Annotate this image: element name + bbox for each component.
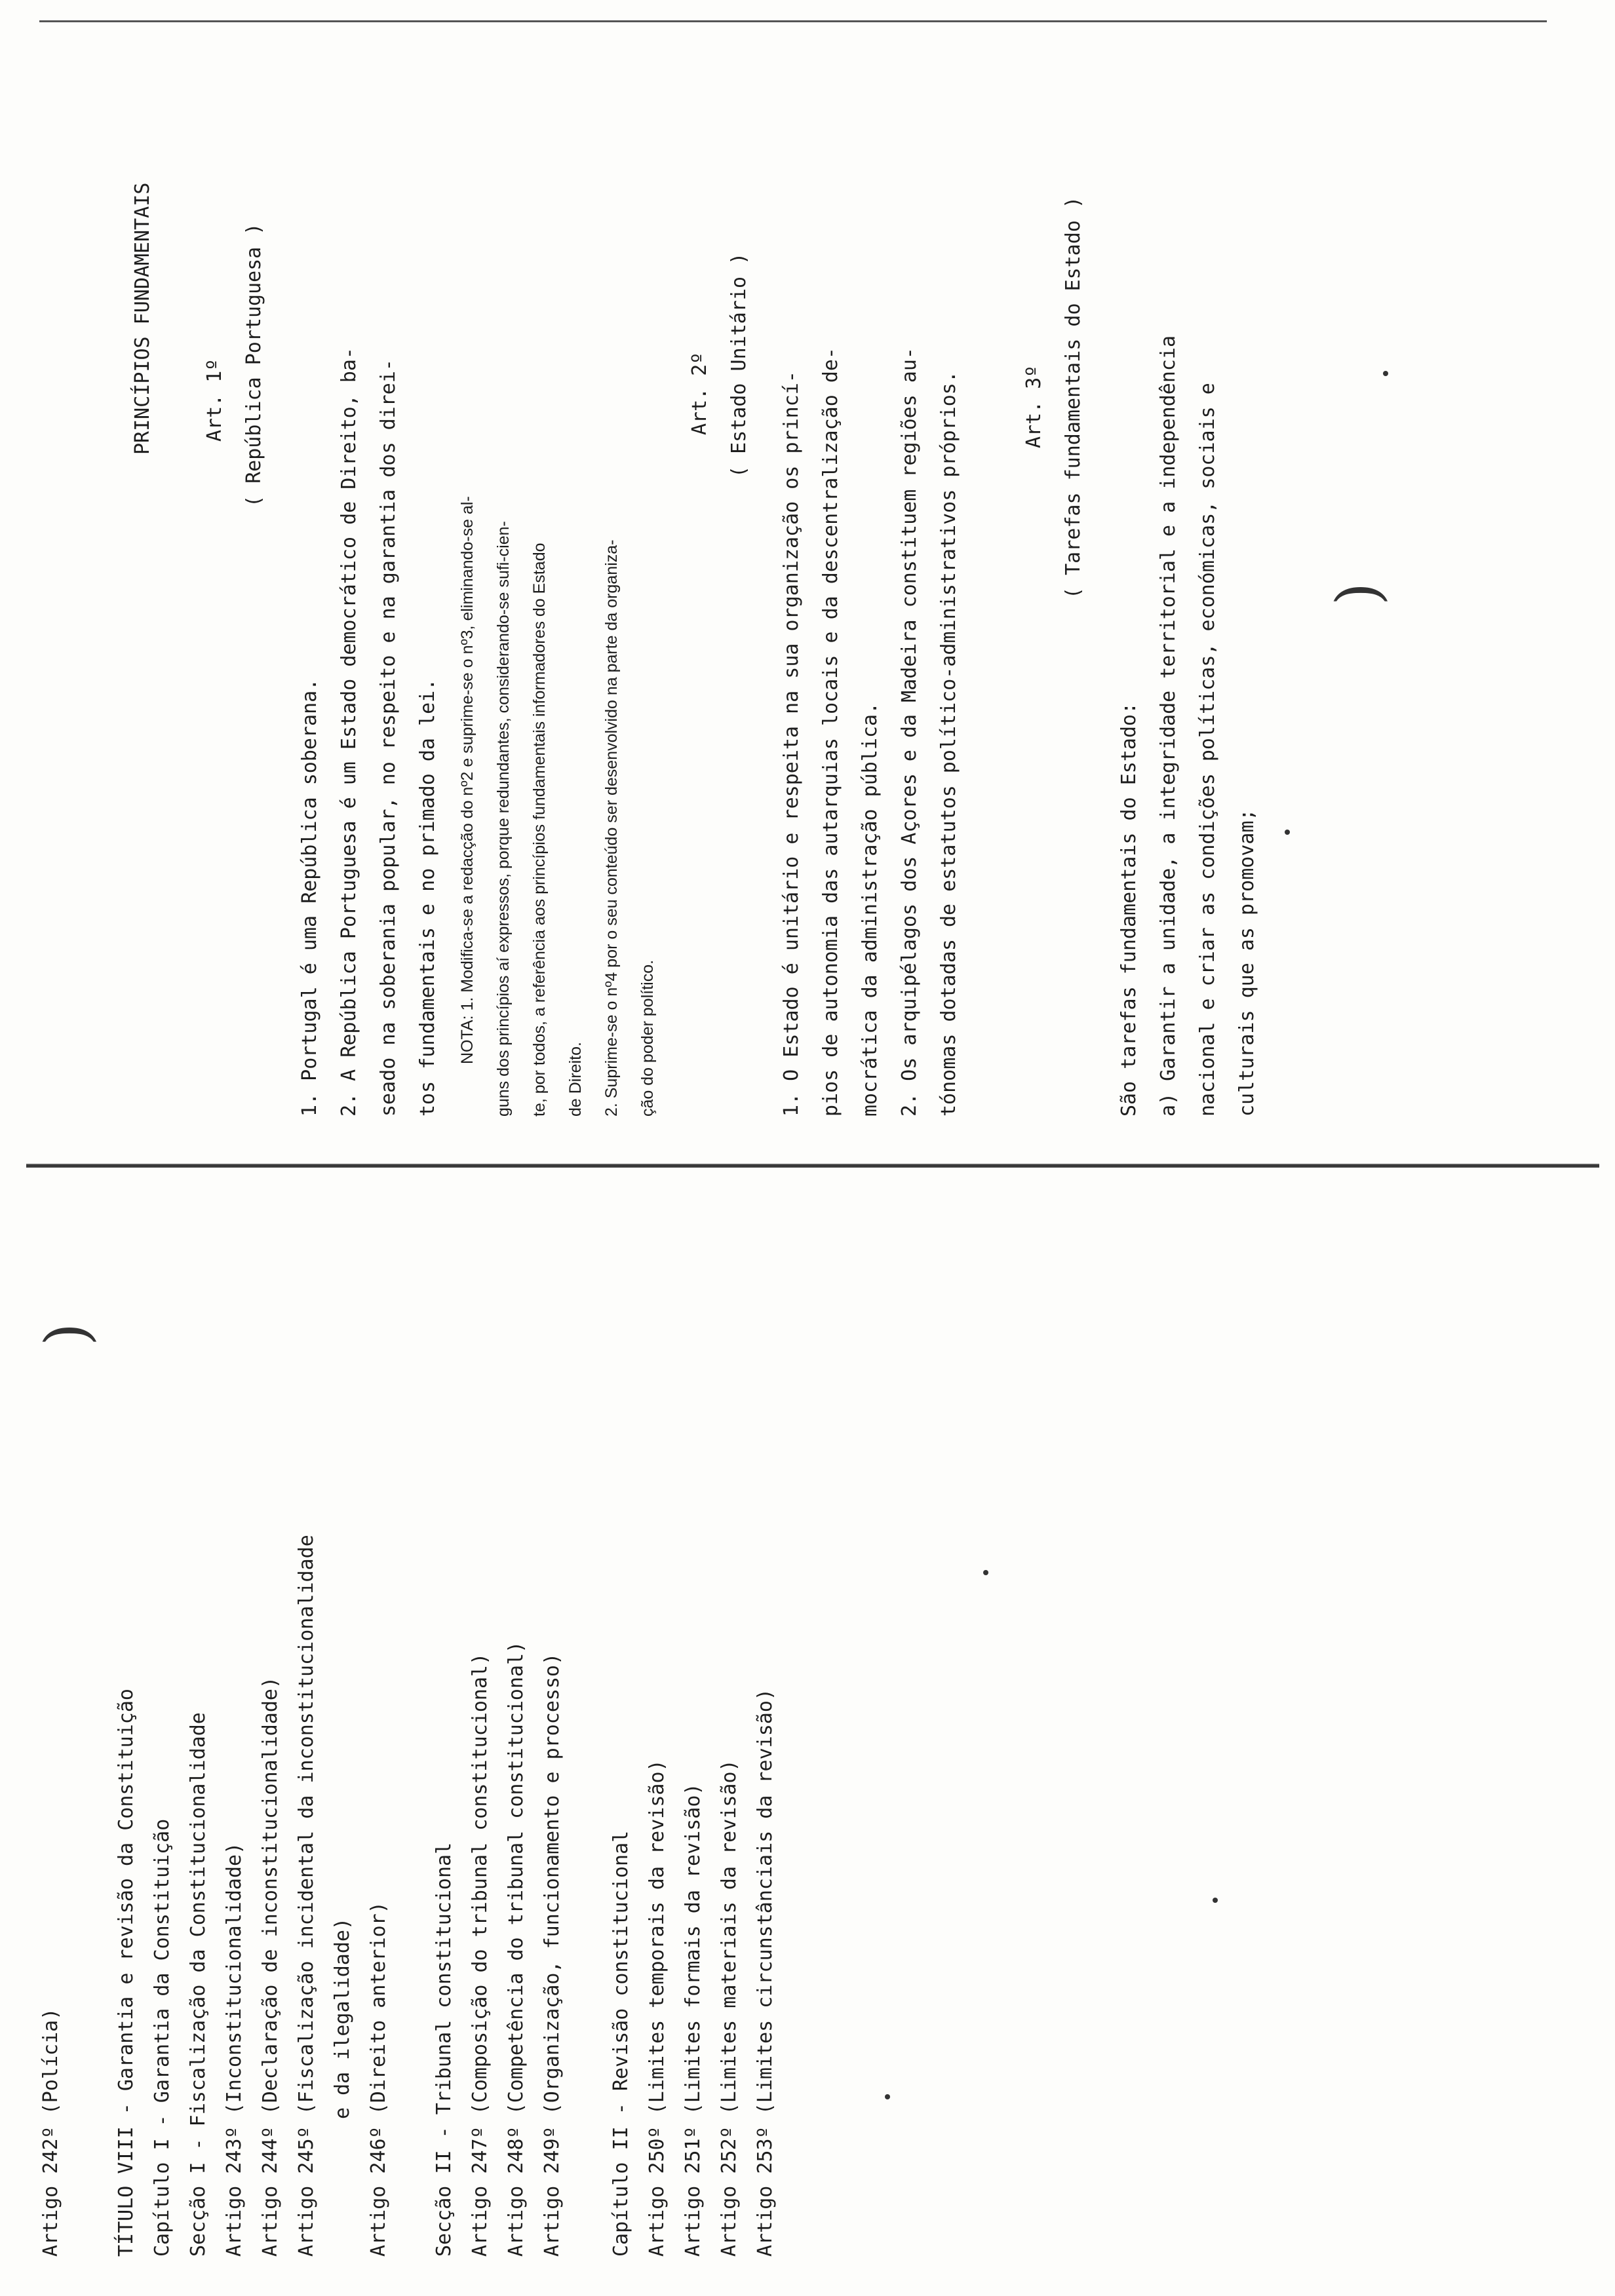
- index-line: Artigo 243º (Inconstitucionalidade): [223, 1842, 246, 2257]
- bracket-mark: ): [33, 1322, 102, 1346]
- page-fold: [26, 1164, 1599, 1168]
- index-line: Artigo 252º (Limites materiais da revisão): [718, 1759, 741, 2257]
- index-line: Capítulo II - Revisão constitucional: [610, 1830, 632, 2257]
- note-line: te, por todos, a referência aos princípios fundamentais informadores do Estado: [530, 543, 549, 1117]
- paragraph-line: 1. Portugal é uma República soberana.: [298, 678, 321, 1117]
- article-heading: Art. 1º: [203, 358, 226, 442]
- article-subheading: ( Tarefas fundamentais do Estado ): [1062, 196, 1085, 599]
- speck: [1285, 830, 1290, 835]
- speck: [885, 2094, 890, 2099]
- note-line: 2. Suprime-se o nº4 por o seu conteúdo ser desenvolvido na parte da organiza-: [602, 539, 621, 1117]
- paragraph-line: 2. A República Portuguesa é um Estado democrático de Direito, ba-: [338, 347, 360, 1117]
- paragraph-line: tos fundamentais e no primado da lei.: [416, 678, 439, 1117]
- index-line: e da ilegalidade): [331, 1917, 354, 2119]
- index-line: Artigo 246º (Direito anterior): [367, 1902, 390, 2257]
- article-subheading: ( Estado Unitário ): [728, 252, 750, 478]
- index-line: Artigo 242º (Polícia): [39, 2008, 62, 2257]
- paragraph-line: mocrática da administração pública.: [859, 702, 882, 1117]
- paragraph-line: São tarefas fundamentais do Estado:: [1118, 702, 1140, 1117]
- paragraph-line: pios de autonomia das autarquias locais e da descentralização de-: [819, 347, 842, 1117]
- index-line: Artigo 244º (Declaração de inconstitucionalidade): [259, 1676, 282, 2257]
- paragraph-line: tónomas dotadas de estatutos político-administrativos próprios.: [937, 371, 960, 1117]
- paragraph-line: nacional e criar as condições políticas, económicas, sociais e: [1196, 383, 1219, 1117]
- left-page: [0, 1169, 1615, 2296]
- article-heading: Art. 2º: [688, 352, 711, 435]
- index-line: Artigo 251º (Limites formais da revisão): [682, 1783, 705, 2257]
- index-line: Artigo 250º (Limites temporais da revisão): [646, 1759, 669, 2257]
- index-line: Artigo 249º (Organização, funcionamento e processo): [541, 1653, 564, 2257]
- index-line: Capítulo I - Garantia da Constituição: [151, 1818, 174, 2257]
- section-title: PRINCÍPIOS FUNDAMENTAIS: [131, 182, 154, 455]
- article-subheading: ( República Portuguesa ): [243, 223, 265, 507]
- note-line: de Direito.: [566, 1042, 585, 1117]
- speck: [983, 1570, 988, 1575]
- index-line: Secção II - Tribunal constitucional: [433, 1842, 456, 2257]
- speck: [1383, 371, 1388, 376]
- paragraph-line: culturais que as promovam;: [1236, 809, 1258, 1117]
- note-line: NOTA: 1. Modifica-se a redacção do nº2 e suprime-se o nº3, eliminando-se al-: [458, 496, 477, 1064]
- speck: [1213, 1898, 1218, 1903]
- paragraph-line: 1. O Estado é unitário e respeita na sua organização os princí-: [780, 371, 803, 1117]
- article-heading: Art. 3º: [1022, 365, 1045, 448]
- paragraph-line: seado na soberania popular, no respeito e na garantia dos direi-: [377, 359, 400, 1117]
- index-line: Secção I - Fiscalização da Constitucionalidade: [187, 1712, 210, 2257]
- note-line: guns dos princípios aí expressos, porque redundantes, considerando-se sufi-cien-: [494, 521, 513, 1117]
- index-line: TÍTULO VIII - Garantia e revisão da Constituição: [115, 1689, 138, 2257]
- index-line: Artigo 248º (Competência do tribunal constitucional): [505, 1641, 528, 2257]
- paragraph-line: a) Garantir a unidade, a integridade territorial e a independência: [1157, 335, 1180, 1117]
- index-line: Artigo 247º (Composição do tribunal constitucional): [469, 1653, 492, 2257]
- page-edge: [39, 20, 1547, 22]
- index-line: Artigo 245º (Fiscalização incidental da inconstitucionalidade: [295, 1535, 318, 2257]
- paragraph-line: 2. Os arquipélagos dos Açores e da Madeira constituem regiões au-: [898, 347, 921, 1117]
- bracket-mark: ): [1324, 582, 1393, 605]
- note-line: ção do poder político.: [638, 959, 657, 1117]
- index-line: Artigo 253º (Limites circunstânciais da revisão): [754, 1689, 777, 2257]
